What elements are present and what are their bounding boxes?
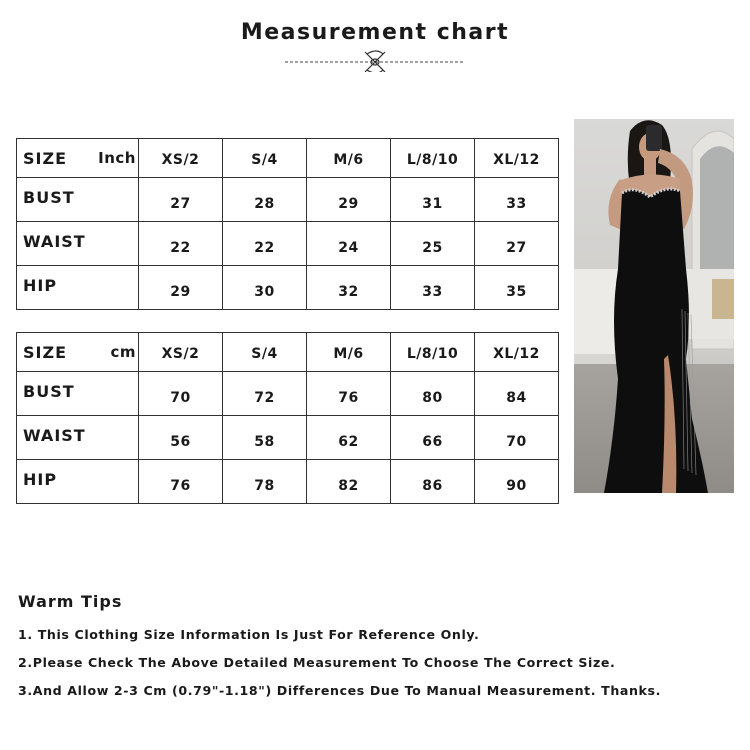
column-header: S/4 <box>223 139 307 178</box>
table-cell: 72 <box>223 372 307 416</box>
row-label: BUST <box>17 178 139 222</box>
table-cell: 30 <box>223 266 307 310</box>
column-header: M/6 <box>307 139 391 178</box>
size-header-cell <box>17 139 139 178</box>
tip-item: 2.Please Check The Above Detailed Measurement To Choose The Correct Size. <box>18 655 616 670</box>
table-cell: 33 <box>475 178 559 222</box>
column-header: L/8/10 <box>391 139 475 178</box>
column-header: M/6 <box>307 333 391 372</box>
column-header: XS/2 <box>139 333 223 372</box>
table-cell: 29 <box>139 266 223 310</box>
table-cell: 90 <box>475 460 559 504</box>
table-row-bust <box>17 178 559 222</box>
table-cell: 27 <box>475 222 559 266</box>
tip-item: 1. This Clothing Size Information Is Just For Reference Only. <box>18 627 480 642</box>
table-cell: 70 <box>475 416 559 460</box>
table-cell: 76 <box>139 460 223 504</box>
unit-label: cm <box>110 342 136 361</box>
cm-size-table <box>16 332 559 504</box>
table-cell: 22 <box>223 222 307 266</box>
table-cell: 22 <box>139 222 223 266</box>
column-header: S/4 <box>223 333 307 372</box>
table-cell: 28 <box>223 178 307 222</box>
table-cell: 70 <box>139 372 223 416</box>
product-photo <box>574 119 734 493</box>
table-row-waist <box>17 222 559 266</box>
table-cell: 35 <box>475 266 559 310</box>
table-cell: 25 <box>391 222 475 266</box>
row-label: HIP <box>17 460 139 504</box>
table-cell: 32 <box>307 266 391 310</box>
table-row-hip <box>17 266 559 310</box>
unit-label: Inch <box>98 148 136 167</box>
table-cell: 58 <box>223 416 307 460</box>
row-label: HIP <box>17 266 139 310</box>
table-row-hip <box>17 460 559 504</box>
page-title: Measurement chart <box>240 20 510 45</box>
table-cell: 62 <box>307 416 391 460</box>
table-cell: 66 <box>391 416 475 460</box>
size-header-label: SIZE <box>23 342 68 362</box>
column-header: L/8/10 <box>391 333 475 372</box>
table-cell: 29 <box>307 178 391 222</box>
warm-tips-section <box>18 592 661 705</box>
table-cell: 80 <box>391 372 475 416</box>
table-cell: 86 <box>391 460 475 504</box>
tip-item: 3.And Allow 2-3 Cm (0.79"-1.18") Differences Due To Manual Measurement. Thanks. <box>18 683 662 698</box>
inch-size-table <box>16 138 559 310</box>
table-row-waist <box>17 416 559 460</box>
table-cell: 84 <box>475 372 559 416</box>
column-header: XS/2 <box>139 139 223 178</box>
column-header: XL/12 <box>475 139 559 178</box>
table-cell: 82 <box>307 460 391 504</box>
table-row-bust <box>17 372 559 416</box>
table-cell: 56 <box>139 416 223 460</box>
row-label: BUST <box>17 372 139 416</box>
table-cell: 24 <box>307 222 391 266</box>
row-label: WAIST <box>17 416 139 460</box>
table-header-row <box>17 139 559 178</box>
row-label: WAIST <box>17 222 139 266</box>
table-header-row <box>17 333 559 372</box>
table-cell: 76 <box>307 372 391 416</box>
column-header: XL/12 <box>475 333 559 372</box>
table-cell: 33 <box>391 266 475 310</box>
warm-tips-title: Warm Tips <box>18 592 123 611</box>
table-cell: 78 <box>223 460 307 504</box>
table-cell: 27 <box>139 178 223 222</box>
size-header-cell <box>17 333 139 372</box>
table-cell: 31 <box>391 178 475 222</box>
ornament-divider <box>285 50 465 72</box>
size-header-label: SIZE <box>23 148 68 168</box>
